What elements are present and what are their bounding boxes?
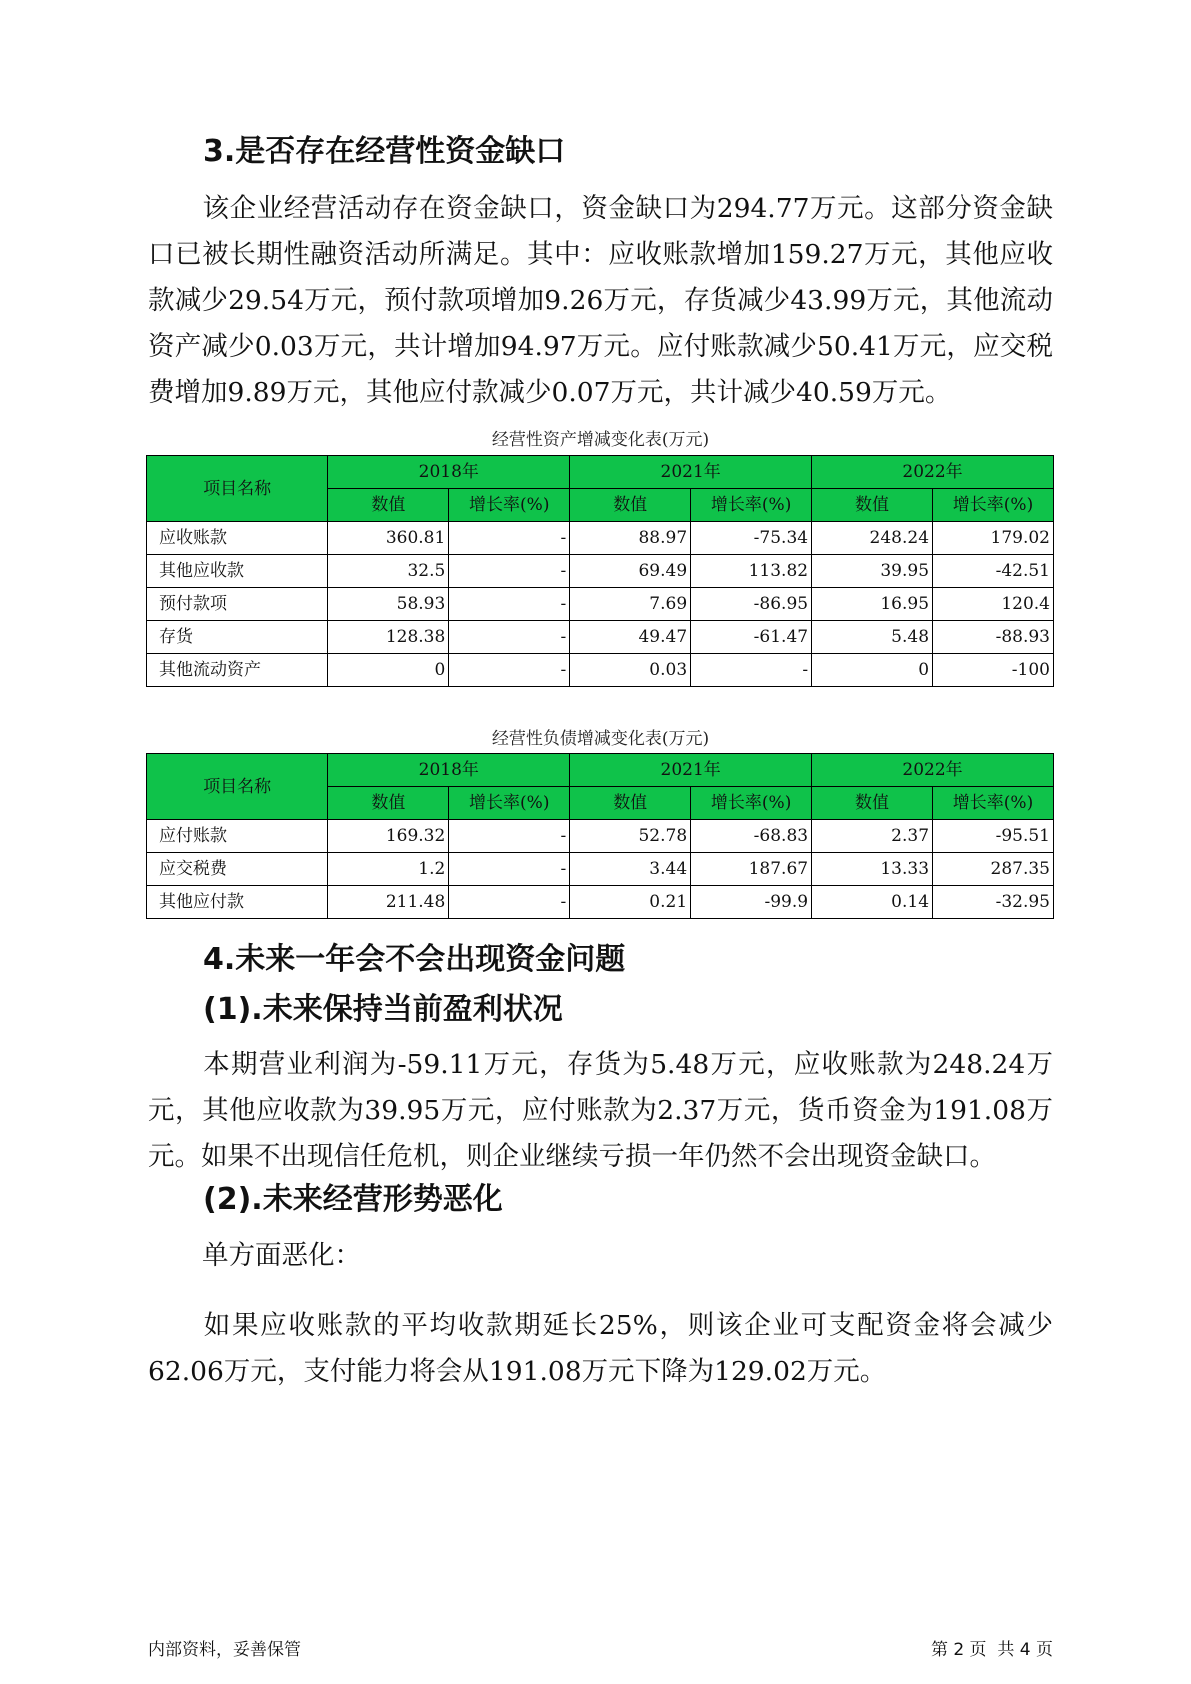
table-row bbox=[147, 853, 1054, 886]
year-header: 2018年 bbox=[328, 456, 570, 489]
growth-rate-cell: - bbox=[449, 621, 570, 654]
row-name-cell: 应交税费 bbox=[147, 853, 328, 886]
value-cell: 5.48 bbox=[812, 621, 933, 654]
value-cell: 49.47 bbox=[570, 621, 691, 654]
value-cell: 1.2 bbox=[328, 853, 449, 886]
row-name-cell: 其他流动资产 bbox=[147, 654, 328, 687]
growth-rate-cell: -99.9 bbox=[691, 886, 812, 919]
table-row bbox=[147, 654, 1054, 687]
year-header: 2021年 bbox=[570, 456, 812, 489]
value-subheader: 数值 bbox=[328, 787, 449, 820]
growth-subheader: 增长率(%) bbox=[449, 787, 570, 820]
value-cell: 58.93 bbox=[328, 588, 449, 621]
row-name-cell: 存货 bbox=[147, 621, 328, 654]
section4-sub2-paragraph-text: 如果应收账款的平均收款期延长25%，则该企业可支配资金将会减少62.06万元，支付能力将会从191.08万元下降为129.02万元。 bbox=[148, 1310, 1053, 1387]
section4-heading: 4.未来一年会不会出现资金问题 bbox=[203, 942, 626, 977]
row-name-cell: 其他应付款 bbox=[147, 886, 328, 919]
value-subheader: 数值 bbox=[328, 489, 449, 522]
value-cell: 3.44 bbox=[570, 853, 691, 886]
year-header: 2022年 bbox=[812, 456, 1054, 489]
growth-rate-cell: 187.67 bbox=[691, 853, 812, 886]
value-cell: 169.32 bbox=[328, 820, 449, 853]
growth-rate-cell: -100 bbox=[933, 654, 1054, 687]
growth-rate-cell: -68.83 bbox=[691, 820, 812, 853]
section4-sub2-intro bbox=[148, 1233, 1053, 1279]
row-name-cell: 其他应收款 bbox=[147, 555, 328, 588]
value-cell: 16.95 bbox=[812, 588, 933, 621]
section3-paragraph-text: 该企业经营活动存在资金缺口，资金缺口为294.77万元。这部分资金缺口已被长期性融资活动所满足。其中：应收账款增加159.27万元，其他应收款减少29.54万元，预付款项增加9.26万元，存货减少43.99万元，其他流动资产减少0.03万元，共计增加94.97万元。应付账款减少50.41万元，应交税费增加9.89万元，其他应付款减少0.07万元，共计减少40.59万元。 bbox=[148, 193, 1053, 408]
table-row bbox=[147, 886, 1054, 919]
growth-rate-cell: 179.02 bbox=[933, 522, 1054, 555]
table-row bbox=[147, 522, 1054, 555]
liability-change-table bbox=[146, 753, 1054, 919]
growth-subheader: 增长率(%) bbox=[933, 489, 1054, 522]
growth-rate-cell: -61.47 bbox=[691, 621, 812, 654]
section4-sub2-intro-text: 单方面恶化： bbox=[202, 1240, 361, 1271]
section4-sub1-paragraph bbox=[148, 1042, 1053, 1180]
value-cell: 7.69 bbox=[570, 588, 691, 621]
growth-rate-cell: - bbox=[449, 588, 570, 621]
growth-rate-cell: -95.51 bbox=[933, 820, 1054, 853]
growth-rate-cell: 120.4 bbox=[933, 588, 1054, 621]
section3-paragraph bbox=[148, 186, 1053, 416]
value-cell: 211.48 bbox=[328, 886, 449, 919]
growth-rate-cell: - bbox=[449, 522, 570, 555]
year-header: 2022年 bbox=[812, 754, 1054, 787]
value-cell: 0 bbox=[812, 654, 933, 687]
growth-rate-cell: -75.34 bbox=[691, 522, 812, 555]
asset-table-caption: 经营性资产增减变化表(万元) bbox=[491, 430, 710, 450]
value-cell: 32.5 bbox=[328, 555, 449, 588]
value-cell: 248.24 bbox=[812, 522, 933, 555]
growth-rate-cell: - bbox=[449, 820, 570, 853]
value-cell: 0.21 bbox=[570, 886, 691, 919]
row-name-cell: 应收账款 bbox=[147, 522, 328, 555]
value-cell: 88.97 bbox=[570, 522, 691, 555]
value-subheader: 数值 bbox=[812, 489, 933, 522]
row-name-cell: 应付账款 bbox=[147, 820, 328, 853]
value-cell: 0.14 bbox=[812, 886, 933, 919]
growth-rate-cell: - bbox=[449, 853, 570, 886]
growth-rate-cell: 287.35 bbox=[933, 853, 1054, 886]
growth-subheader: 增长率(%) bbox=[691, 787, 812, 820]
growth-subheader: 增长率(%) bbox=[933, 787, 1054, 820]
table-row bbox=[147, 588, 1054, 621]
value-cell: 52.78 bbox=[570, 820, 691, 853]
value-cell: 13.33 bbox=[812, 853, 933, 886]
year-header: 2021年 bbox=[570, 754, 812, 787]
growth-rate-cell: - bbox=[449, 654, 570, 687]
row-name-cell: 预付款项 bbox=[147, 588, 328, 621]
value-cell: 0.03 bbox=[570, 654, 691, 687]
section4-sub2-paragraph bbox=[148, 1303, 1053, 1395]
name-header: 项目名称 bbox=[147, 754, 328, 820]
value-cell: 0 bbox=[328, 654, 449, 687]
footer-confidential-note: 内部资料，妥善保管 bbox=[148, 1640, 301, 1660]
growth-subheader: 增长率(%) bbox=[691, 489, 812, 522]
value-subheader: 数值 bbox=[570, 787, 691, 820]
growth-rate-cell: -88.93 bbox=[933, 621, 1054, 654]
value-cell: 69.49 bbox=[570, 555, 691, 588]
table-row bbox=[147, 555, 1054, 588]
growth-rate-cell: - bbox=[691, 654, 812, 687]
asset-change-table bbox=[146, 455, 1054, 687]
section4-sub2-heading: (2).未来经营形势恶化 bbox=[203, 1182, 503, 1217]
value-cell: 128.38 bbox=[328, 621, 449, 654]
footer-page-number: 第 2 页 共 4 页 bbox=[930, 1640, 1053, 1660]
value-subheader: 数值 bbox=[812, 787, 933, 820]
growth-rate-cell: - bbox=[449, 886, 570, 919]
growth-rate-cell: - bbox=[449, 555, 570, 588]
growth-rate-cell: -86.95 bbox=[691, 588, 812, 621]
value-subheader: 数值 bbox=[570, 489, 691, 522]
growth-subheader: 增长率(%) bbox=[449, 489, 570, 522]
value-cell: 39.95 bbox=[812, 555, 933, 588]
value-cell: 360.81 bbox=[328, 522, 449, 555]
liability-table-caption: 经营性负债增减变化表(万元) bbox=[491, 729, 710, 749]
growth-rate-cell: 113.82 bbox=[691, 555, 812, 588]
table-row bbox=[147, 820, 1054, 853]
table-row bbox=[147, 621, 1054, 654]
year-header: 2018年 bbox=[328, 754, 570, 787]
name-header: 项目名称 bbox=[147, 456, 328, 522]
value-cell: 2.37 bbox=[812, 820, 933, 853]
growth-rate-cell: -32.95 bbox=[933, 886, 1054, 919]
section4-sub1-heading: (1).未来保持当前盈利状况 bbox=[203, 992, 563, 1027]
section3-heading: 3.是否存在经营性资金缺口 bbox=[203, 134, 566, 169]
growth-rate-cell: -42.51 bbox=[933, 555, 1054, 588]
section4-sub1-paragraph-text: 本期营业利润为-59.11万元，存货为5.48万元，应收账款为248.24万元，其他应收款为39.95万元，应付账款为2.37万元，货币资金为191.08万元。如果不出现信任危机，则企业继续亏损一年仍然不会出现资金缺口。 bbox=[148, 1049, 1053, 1172]
